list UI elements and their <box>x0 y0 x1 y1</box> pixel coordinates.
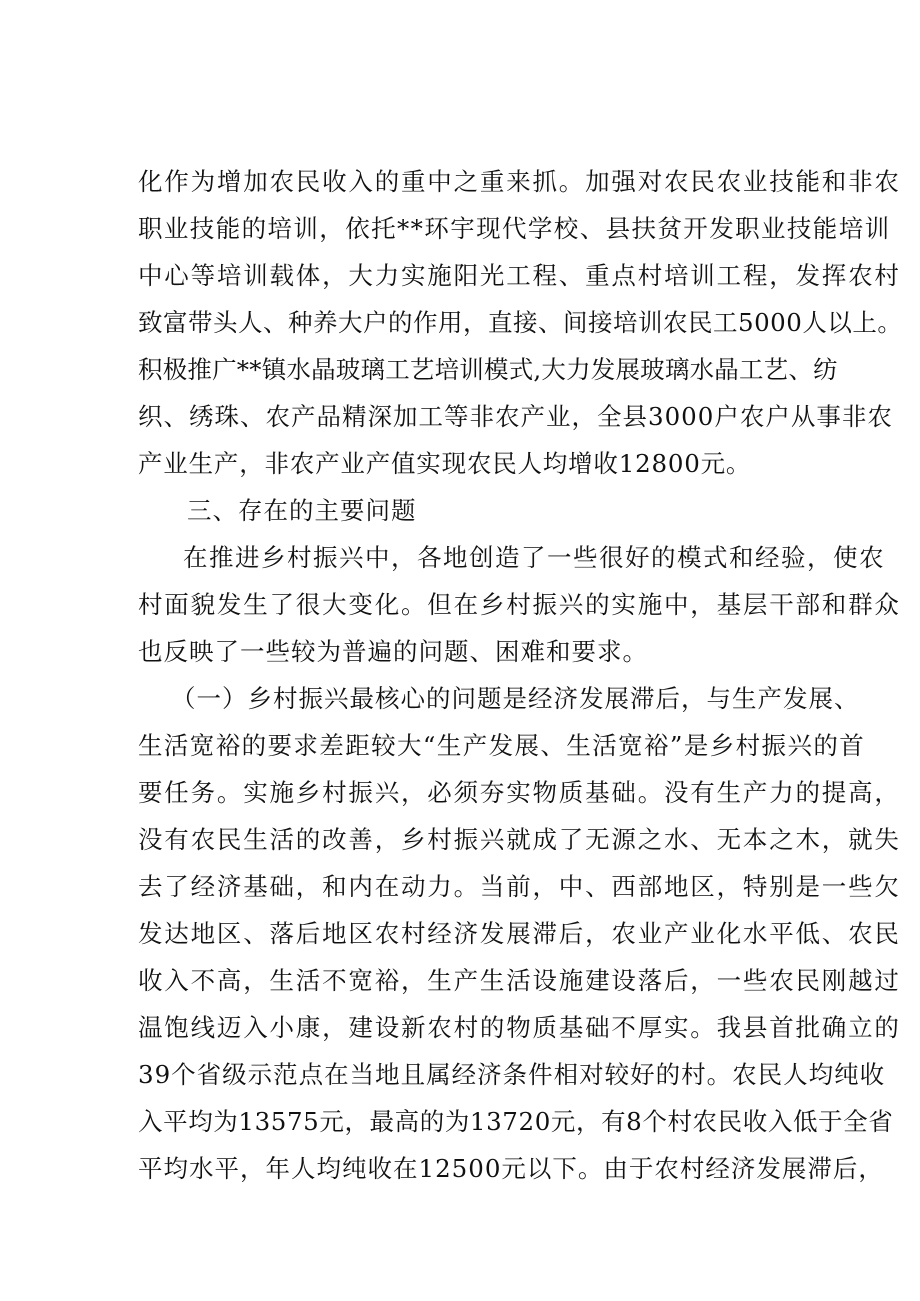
text-line: 也反映了一些较为普遍的问题、困难和要求。 <box>138 637 648 666</box>
text-line: 中心等培训载体，大力实施阳光工程、重点村培训工程，发挥农村 <box>138 261 901 290</box>
subsection-heading: （一）乡村振兴最核心的问题是经济发展滞后，与生产发展、 <box>171 684 860 713</box>
text-line: 村面貌发生了很大变化。但在乡村振兴的实施中，基层干部和群众 <box>138 590 901 619</box>
text-line: 温饱线迈入小康，建设新农村的物质基础不厚实。我县首批确立的 <box>138 1013 901 1042</box>
body-text <box>138 158 903 1192</box>
text-line: 收入不高，生活不宽裕，生产生活设施建设落后，一些农民刚越过 <box>138 966 901 995</box>
text-line: 39个省级示范点在当地且属经济条件相对较好的村。农民人均纯收 <box>138 1060 886 1089</box>
text-line: 没有农民生活的改善，乡村振兴就成了无源之水、无本之木，就失 <box>138 825 901 854</box>
text-line: 职业技能的培训，依托**环宇现代学校、县扶贫开发职业技能培训 <box>138 214 891 243</box>
text-line: 在推进乡村振兴中，各地创造了一些很好的模式和经验，使农 <box>183 543 885 572</box>
text-line: 致富带头人、种养大户的作用，直接、间接培训农民工5000人以上。 <box>138 308 903 337</box>
section-heading: 三、存在的主要问题 <box>187 496 417 525</box>
text-line: 织、绣珠、农产品精深加工等非农产业，全县3000户农户从事非农 <box>138 402 893 431</box>
text-line: 平均水平，年人均纯收在12500元以下。由于农村经济发展滞后， <box>138 1154 884 1183</box>
text-line: 积极推广**镇水晶玻璃工艺培训模式,大力发展玻璃水晶工艺、纺 <box>138 355 838 384</box>
text-line: 生活宽裕的要求差距较大“生产发展、生活宽裕”是乡村振兴的首 <box>138 731 866 760</box>
text-line: 要任务。实施乡村振兴，必须夯实物质基础。没有生产力的提高， <box>138 778 901 807</box>
text-line: 入平均为13575元，最高的为13720元，有8个村农民收入低于全省 <box>138 1107 894 1136</box>
text-line: 产业生产，非农产业产值实现农民人均增收12800元。 <box>138 449 752 478</box>
text-line: 去了经济基础，和内在动力。当前，中、西部地区，特别是一些欠 <box>138 872 901 901</box>
text-line: 化作为增加农民收入的重中之重来抓。加强对农民农业技能和非农 <box>138 167 901 196</box>
text-line: 发达地区、落后地区农村经济发展滞后，农业产业化水平低、农民 <box>138 919 901 948</box>
